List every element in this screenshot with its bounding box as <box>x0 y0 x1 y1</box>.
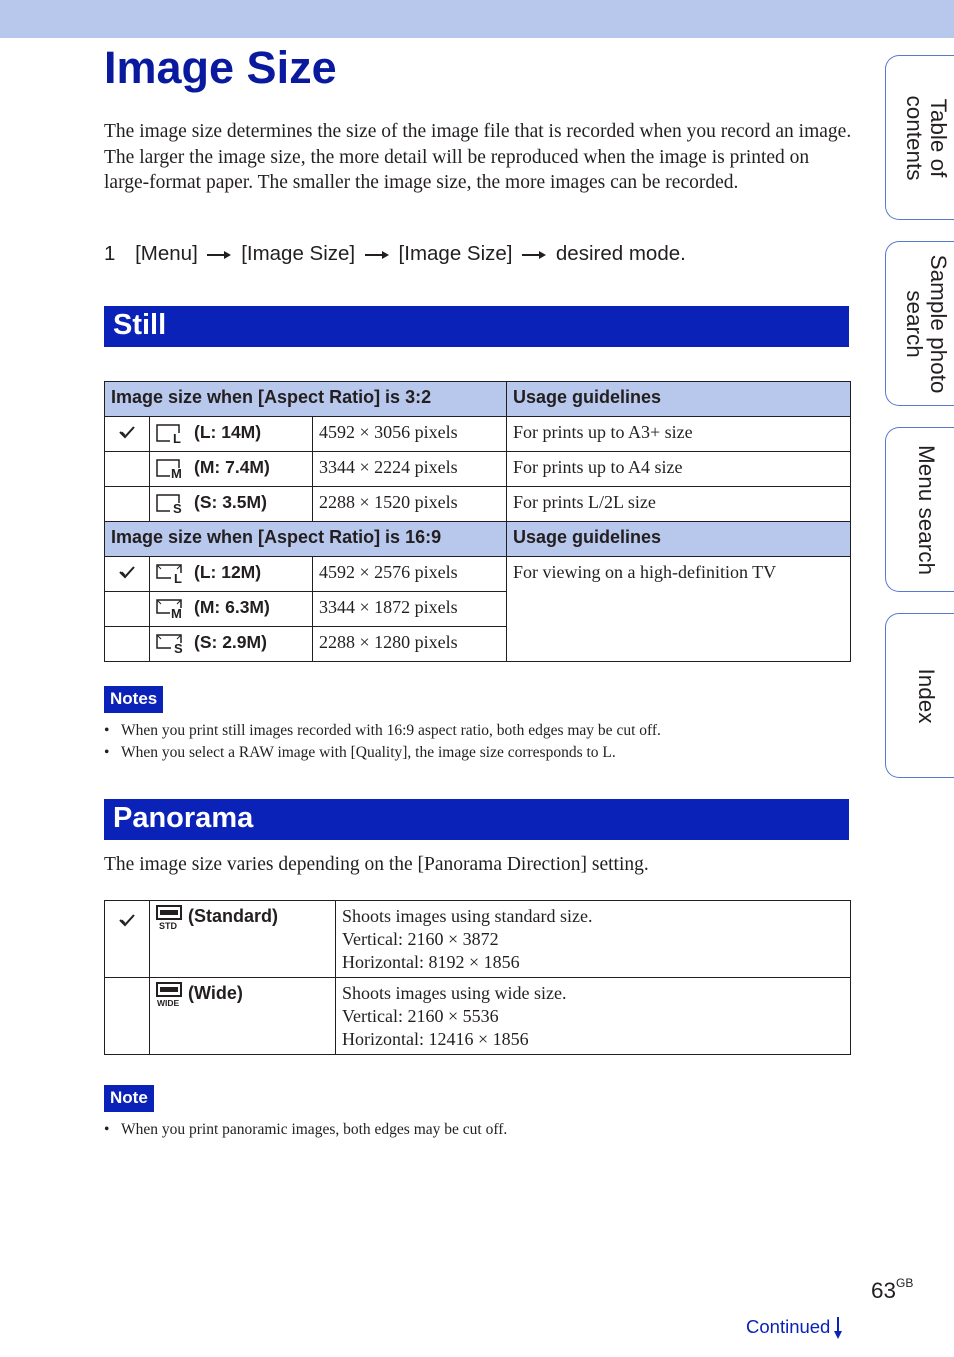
mode-label: (S: 3.5M) <box>194 492 267 512</box>
aspect-16-9-header: Image size when [Aspect Ratio] is 16:9 <box>105 522 507 557</box>
mode-cell <box>150 417 313 452</box>
mode-label: (Standard) <box>188 906 278 926</box>
image-size-wide-L-icon <box>156 562 186 584</box>
tab-index[interactable] <box>885 613 954 778</box>
usage-header: Usage guidelines <box>507 382 851 417</box>
table-header-row <box>105 382 851 417</box>
pixels-cell: 4592 × 2576 pixels <box>313 557 507 592</box>
description-cell <box>336 978 851 1055</box>
default-marker-cell <box>105 901 150 978</box>
tab-label-line: contents <box>902 94 927 181</box>
aspect-3-2-header: Image size when [Aspect Ratio] is 3:2 <box>105 382 507 417</box>
panorama-standard-icon <box>156 905 182 931</box>
section-heading-still-text: Still <box>113 309 167 341</box>
image-size-M-icon <box>156 457 186 479</box>
list-item: • When you print still images recorded with 16:9 aspect ratio, both edges may be cut off. <box>104 720 661 742</box>
usage-cell: For prints up to A3+ size <box>507 417 851 452</box>
mode-cell <box>150 487 313 522</box>
mode-cell <box>150 592 313 627</box>
continued-link[interactable] <box>746 1316 843 1339</box>
tab-table-of-contents[interactable] <box>885 55 954 220</box>
image-size-wide-S-icon <box>156 632 186 654</box>
description-line: Vertical: 2160 × 5536 <box>342 1006 499 1026</box>
table-row <box>105 557 851 592</box>
step-instruction <box>104 240 686 268</box>
intro-paragraph-1: The image size determines the size of the image file that is recorded when you record an image. <box>104 121 852 142</box>
page-number <box>871 1278 913 1304</box>
default-marker-cell <box>105 487 150 522</box>
pixels-cell: 2288 × 1280 pixels <box>313 627 507 662</box>
checkmark-icon <box>119 425 135 439</box>
list-item: • When you print panoramic images, both edges may be cut off. <box>104 1119 507 1141</box>
checkmark-icon <box>119 565 135 579</box>
pixels-cell: 3344 × 1872 pixels <box>313 592 507 627</box>
panorama-wide-icon-text: WIDE <box>157 998 180 1008</box>
description-line: Shoots images using standard size. <box>342 906 593 926</box>
mode-label: (M: 7.4M) <box>194 457 270 477</box>
tab-label-line: Index <box>914 667 939 724</box>
mode-label: (Wide) <box>188 983 243 1003</box>
description-line: Shoots images using wide size. <box>342 983 567 1003</box>
usage-cell: For prints up to A4 size <box>507 452 851 487</box>
notes-label: Notes <box>104 686 163 713</box>
checkmark-icon <box>119 913 135 927</box>
still-notes-list <box>104 720 661 764</box>
description-line: Horizontal: 12416 × 1856 <box>342 1029 529 1049</box>
tab-sample-photo-search[interactable] <box>885 241 954 406</box>
mode-cell <box>150 978 336 1055</box>
page-number-suffix: GB <box>896 1276 914 1290</box>
mode-label: (L: 14M) <box>194 422 262 442</box>
mode-cell <box>150 557 313 592</box>
page-title: Image Size <box>104 42 337 93</box>
default-marker-cell <box>105 452 150 487</box>
usage-cell: For viewing on a high-definition TV <box>507 557 851 662</box>
usage-cell: For prints L/2L size <box>507 487 851 522</box>
mode-label: (S: 2.9M) <box>194 632 267 652</box>
arrow-right-icon <box>365 250 389 260</box>
intro-paragraph-2: The larger the image size, the more detail will be reproduced when the image is printed on large-format paper. The smaller the image size, the more images can be recorded. <box>104 146 810 193</box>
image-size-S-icon <box>156 492 186 514</box>
tab-label <box>914 668 938 723</box>
panorama-wide-icon <box>156 982 182 1008</box>
step-part-image-size-1: [Image Size] <box>241 242 356 265</box>
table-row <box>105 978 851 1055</box>
description-cell <box>336 901 851 978</box>
list-item: • When you select a RAW image with [Quality], the image size corresponds to L. <box>104 742 661 764</box>
image-size-wide-M-icon <box>156 597 186 619</box>
arrow-down-icon <box>833 1317 843 1339</box>
pixels-cell: 3344 × 2224 pixels <box>313 452 507 487</box>
usage-header: Usage guidelines <box>507 522 851 557</box>
description-line: Horizontal: 8192 × 1856 <box>342 952 520 972</box>
still-image-size-table <box>104 381 851 662</box>
step-part-desired-mode: desired mode. <box>555 242 686 265</box>
tab-label <box>914 444 938 574</box>
tab-label <box>902 95 950 180</box>
arrow-right-icon <box>207 250 231 260</box>
tab-label-line: Sample photo <box>926 254 951 393</box>
top-banner <box>0 0 954 38</box>
default-marker-cell <box>105 627 150 662</box>
default-marker-cell <box>105 417 150 452</box>
panorama-size-table <box>104 900 851 1055</box>
continued-label: Continued <box>746 1316 831 1337</box>
svg-text:S: S <box>173 501 182 515</box>
section-heading-panorama-text: Panorama <box>113 802 254 834</box>
step-part-menu: [Menu] <box>135 242 198 265</box>
svg-text:L: L <box>173 431 181 445</box>
panorama-intro: The image size varies depending on the [Panorama Direction] setting. <box>104 854 649 875</box>
table-header-row <box>105 522 851 557</box>
page-number-value: 63 <box>871 1278 897 1303</box>
description-line: Vertical: 2160 × 3872 <box>342 929 499 949</box>
tab-label-line: Menu search <box>914 444 939 575</box>
panorama-standard-icon-text: STD <box>159 921 177 931</box>
svg-text:M: M <box>171 606 182 620</box>
note-label: Note <box>104 1085 154 1112</box>
panorama-notes-list <box>104 1119 507 1141</box>
svg-text:S: S <box>174 641 183 655</box>
step-number: 1 <box>104 242 116 265</box>
default-marker-cell <box>105 557 150 592</box>
tab-menu-search[interactable] <box>885 427 954 592</box>
arrow-right-icon <box>522 250 546 260</box>
mode-label: (M: 6.3M) <box>194 597 270 617</box>
mode-cell <box>150 627 313 662</box>
mode-cell <box>150 901 336 978</box>
table-row <box>105 417 851 452</box>
section-heading-still <box>104 306 849 347</box>
svg-text:M: M <box>171 466 182 480</box>
mode-label: (L: 12M) <box>194 562 262 582</box>
step-part-image-size-2: [Image Size] <box>398 242 513 265</box>
intro-text <box>104 119 854 196</box>
image-size-L-icon <box>156 422 186 444</box>
svg-text:L: L <box>174 571 182 585</box>
pixels-cell: 2288 × 1520 pixels <box>313 487 507 522</box>
default-marker-cell <box>105 978 150 1055</box>
mode-cell <box>150 452 313 487</box>
default-marker-cell <box>105 592 150 627</box>
table-row <box>105 901 851 978</box>
section-heading-panorama <box>104 799 849 840</box>
tab-label-line: Table of <box>926 98 951 177</box>
tab-label-line: search <box>902 289 927 358</box>
pixels-cell: 4592 × 3056 pixels <box>313 417 507 452</box>
tab-label <box>902 254 950 393</box>
table-row <box>105 452 851 487</box>
table-row <box>105 487 851 522</box>
